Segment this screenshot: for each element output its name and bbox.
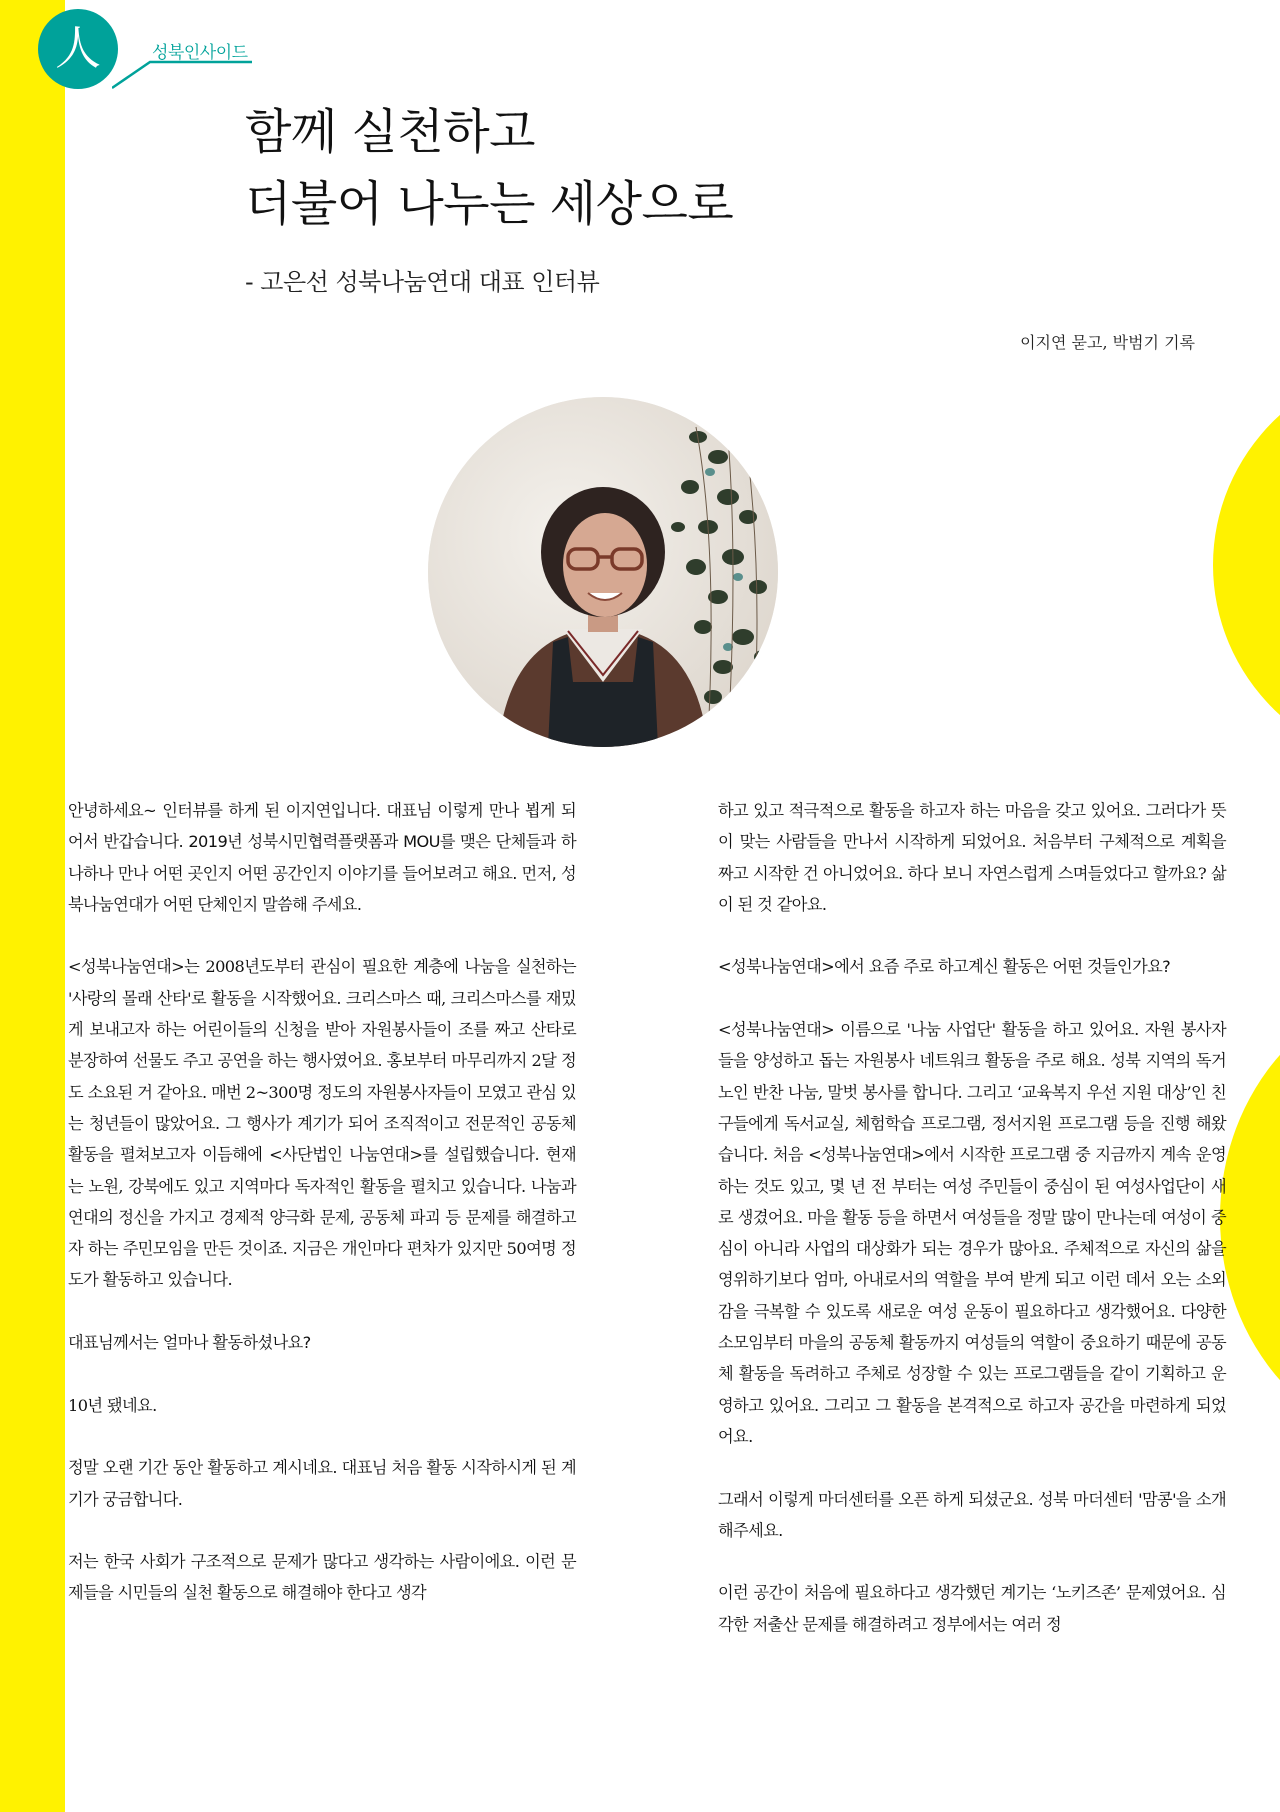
page-title: [245, 96, 733, 240]
section-label: 성북인사이드: [152, 43, 248, 63]
answer-paragraph: 10년 됐네요.: [68, 1395, 157, 1415]
subtitle: - 고은선 성북나눔연대 대표 인터뷰: [245, 268, 600, 296]
answer-paragraph: 하고 있고 적극적으로 활동을 하고자 하는 마음을 갖고 있어요. 그러다가 뜻이 맞는 사람들을 만나서 시작하게 되었어요. 처음부터 구체적으로 계획을 짜고 시작한 건 아니었어요. 하다 보니 자연스럽게 스며들었다고 할까요? 삶이 된 것 같아요.: [718, 801, 1226, 914]
question-paragraph: <성북나눔연대>에서 요즘 주로 하고계신 활동은 어떤 것들인가요?: [718, 957, 1171, 977]
interviewee-photo: [428, 397, 778, 747]
article-left-column: [68, 795, 576, 1609]
title-line-1: 함께 실천하고: [245, 104, 535, 160]
question-paragraph: 정말 오랜 기간 동안 활동하고 계시네요. 대표님 처음 활동 시작하시게 된 계기가 궁금합니다.: [68, 1458, 576, 1509]
section-badge-icon: 人: [38, 9, 118, 89]
left-yellow-band: [0, 0, 65, 1812]
title-line-2: 더불어 나누는 세상으로: [245, 176, 734, 232]
question-paragraph: 안녕하세요~ 인터뷰를 하게 된 이지연입니다. 대표님 이렇게 만나 뵙게 되어서 반갑습니다. 2019년 성북시민협력플랫폼과 MOU를 맺은 단체들과 하나하나 만나 어떤 곳인지 어떤 공간인지 이야기를 들어보려고 해요. 먼저, 성북나눔연대가 어떤 단체인지 말씀해 주세요.: [68, 801, 576, 914]
answer-paragraph: <성북나눔연대>는 2008년도부터 관심이 필요한 계층에 나눔을 실천하는 '사랑의 몰래 산타'로 활동을 시작했어요. 크리스마스 때, 크리스마스를 재밌게 보내고자 하는 어린이들의 신청을 받아 자원봉사들이 조를 짜고 산타로 분장하여 선물도 주고 공연을 하는 행사였어요. 홍보부터 마무리까지 2달 정도 소요된 거 같아요. 매번 2~300명 정도의 자원봉사자들이 모였고 관심 있는 청년들이 많았어요. 그 행사가 계기가 되어 조직적이고 전문적인 공동체 활동을 펼쳐보고자 이듬해에 <사단법인 나눔연대>를 설립했습니다. 현재는 노원, 강북에도 있고 지역마다 독자적인 활동을 펼치고 있습니다. 나눔과 연대의 정신을 가지고 경제적 양극화 문제, 공동체 파괴 등 문제를 해결하고자 하는 주민모임을 만든 것이죠. 지금은 개인마다 편차가 있지만 50여명 정도가 활동하고 있습니다.: [68, 957, 576, 1290]
byline: 이지연 묻고, 박범기 기록: [1020, 333, 1195, 352]
portrait-illustration: [428, 397, 778, 747]
answer-paragraph: <성북나눔연대> 이름으로 '나눔 사업단' 활동을 하고 있어요. 자원 봉사자들을 양성하고 돕는 자원봉사 네트워크 활동을 주로 해요. 성북 지역의 독거노인 반찬 나눔, 말벗 봉사를 합니다. 그리고 ‘교육복지 우선 지원 대상’인 친구들에게 독서교실, 체험학습 프로그램, 정서지원 프로그램 등을 진행 해왔습니다. 처음 <성북나눔연대>에서 시작한 프로그램 중 지금까지 계속 운영하는 것도 있고, 몇 년 전 부터는 여성 주민들이 중심이 된 여성사업단이 새로 생겼어요. 마을 활동 등을 하면서 여성들을 정말 많이 만나는데 여성이 중심이 아니라 사업의 대상화가 되는 경우가 많아요. 주체적으로 자신의 삶을 영위하기보다 엄마, 아내로서의 역할을 부여 받게 되고 이런 데서 오는 소외감을 극복할 수 있도록 새로운 여성 운동이 필요하다고 생각했어요. 다양한 소모임부터 마을의 공동체 활동까지 여성들의 역할이 중요하기 때문에 공동체 활동을 독려하고 주체로 성장할 수 있는 프로그램들을 같이 기획하고 운영하고 있어요. 그리고 그 활동을 본격적으로 하고자 공간을 마련하게 되었어요.: [718, 1020, 1226, 1446]
answer-paragraph: 이런 공간이 처음에 필요하다고 생각했던 계기는 ‘노키즈존’ 문제였어요. 심각한 저출산 문제를 해결하려고 정부에서는 여러 정: [718, 1583, 1226, 1634]
question-paragraph: 그래서 이렇게 마더센터를 오픈 하게 되셨군요. 성북 마더센터 '맘콩'을 소개해주세요.: [718, 1489, 1226, 1540]
decorative-yellow-circle-bottom: [1220, 985, 1280, 1450]
question-paragraph: 대표님께서는 얼마나 활동하셨나요?: [68, 1333, 311, 1353]
decorative-yellow-circle-top: [1213, 360, 1280, 770]
section-connector-line: [112, 60, 252, 90]
answer-paragraph: 저는 한국 사회가 구조적으로 문제가 많다고 생각하는 사람이에요. 이런 문제들을 시민들의 실천 활동으로 해결해야 한다고 생각: [68, 1552, 576, 1603]
article-right-column: [718, 795, 1226, 1640]
